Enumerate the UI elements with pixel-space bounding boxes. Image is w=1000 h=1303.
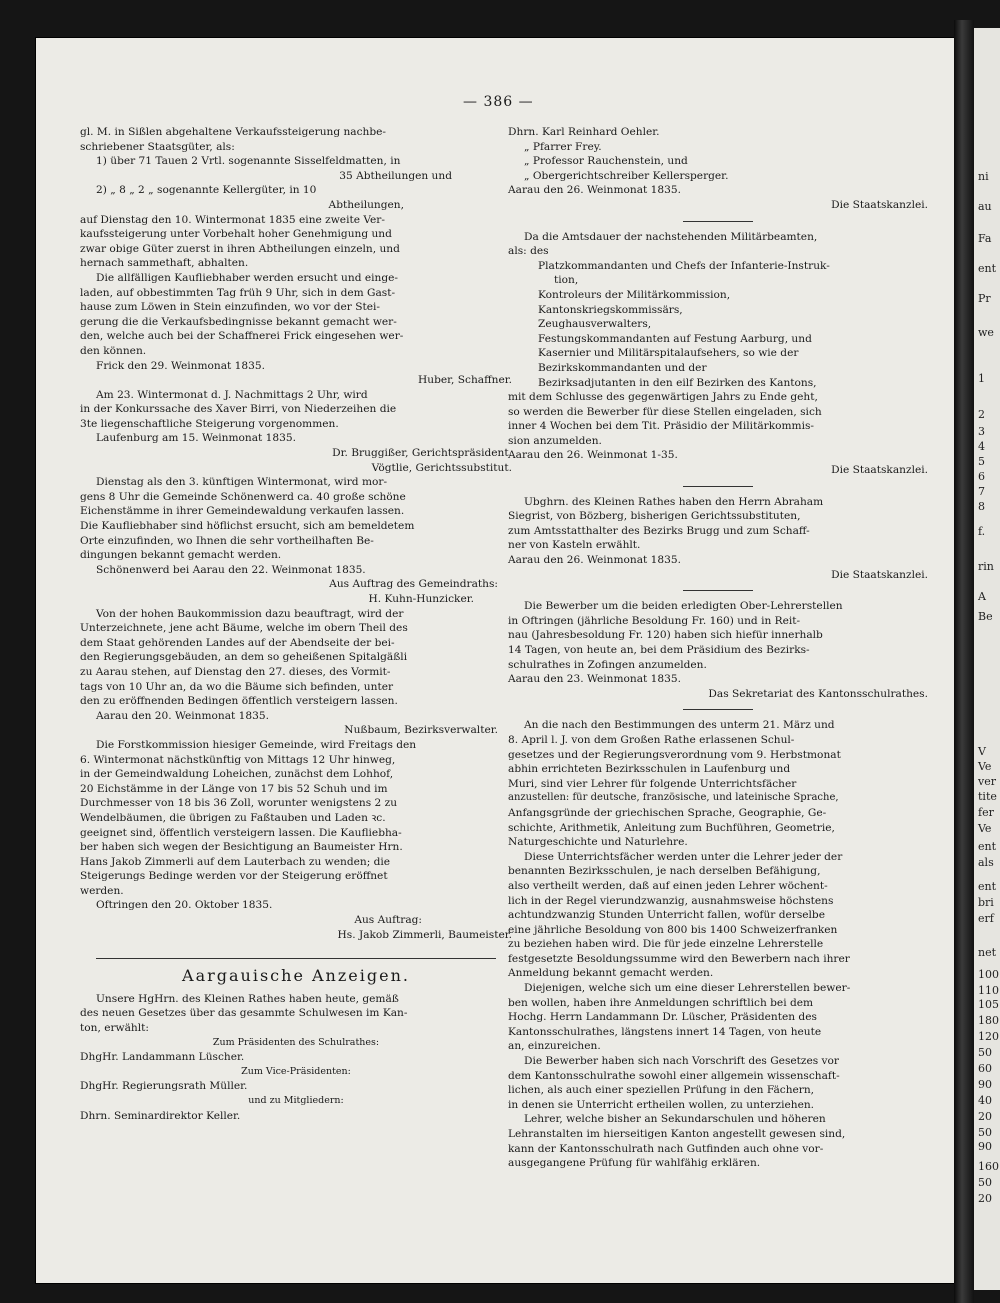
- text-line: DhgHr. Regierungsrath Müller.: [80, 1080, 248, 1093]
- text-line: ber haben sich wegen der Besichtigung an Baumeister Hrn.: [80, 841, 403, 854]
- text-line: Von der hohen Baukommission dazu beauftragt, wird der: [96, 607, 404, 620]
- text-line: schulrathes in Zofingen anzumelden.: [508, 658, 707, 671]
- notice-schulrath: [80, 992, 512, 1123]
- adjacent-page-fragment: ent: [978, 880, 997, 893]
- text-line: gesetzes und der Regierungsverordnung vom 9. Herbstmonat: [508, 748, 841, 761]
- adjacent-page-fragment: ent: [978, 262, 997, 275]
- left-column: [80, 125, 512, 1123]
- adjacent-page-fragment: rin: [978, 560, 994, 573]
- text-line: Oftringen den 20. Oktober 1835.: [96, 899, 273, 912]
- text-line: nau (Jahresbesoldung Fr. 120) haben sich hiefür innerhalb: [508, 629, 823, 642]
- adjacent-page-fragment: we: [978, 326, 994, 339]
- signature: Nußbaum, Bezirksverwalter.: [344, 724, 498, 737]
- book-spine: [954, 20, 974, 1303]
- adjacent-page-fragment: ent: [978, 840, 997, 853]
- signature: Aus Auftrag:: [354, 914, 422, 927]
- text-line: Kasernier und Militärspitalaufsehers, so wie der: [538, 347, 799, 360]
- text-line: 2) „ 8 „ 2 „ sogenannte Kellergüter, in 10: [96, 184, 317, 197]
- text-line: Unterzeichnete, jene acht Bäume, welche im obern Theil des: [80, 622, 408, 635]
- text-line: Aarau den 20. Weinmonat 1835.: [96, 709, 270, 722]
- signature: Die Staatskanzlei.: [831, 198, 928, 211]
- notice-oftringen: [80, 738, 512, 942]
- adjacent-page-fragment: 160: [978, 1160, 999, 1173]
- text-line: Diese Unterrichtsfächer werden unter die Lehrer jeder der: [524, 850, 843, 863]
- adjacent-page-fragment: tite: [978, 790, 997, 803]
- notice-militaer: [508, 230, 928, 478]
- text-line: An die nach den Bestimmungen des unterm 21. März und: [524, 719, 835, 732]
- text-line: als: des: [508, 245, 549, 258]
- text-line: Die allfälligen Kaufliebhaber werden ersucht und einge-: [96, 271, 398, 284]
- text-line: hernach sammethaft, abhalten.: [80, 257, 249, 270]
- adjacent-page-fragment: ver: [978, 775, 996, 788]
- adjacent-page-fragment: 20: [978, 1110, 992, 1123]
- adjacent-page-fragment: Ve: [978, 822, 992, 835]
- adjacent-page-fragment: 5: [978, 455, 985, 468]
- text-line: tags von 10 Uhr an, da wo die Bäume sich befinden, unter: [80, 680, 394, 693]
- text-line: Anfangsgründe der griechischen Sprache, Geographie, Ge-: [508, 806, 827, 819]
- text-line: Lehranstalten im hierseitigen Kanton angestellt gewesen sind,: [508, 1128, 846, 1140]
- signature: Vögtlie, Gerichtssubstitut.: [371, 461, 512, 474]
- adjacent-page-fragment: ni: [978, 170, 989, 183]
- adjacent-page-fragment: fer: [978, 806, 994, 819]
- text-line: Orte einzufinden, wo Ihnen die sehr vortheilhaften Be-: [80, 534, 374, 547]
- text-line: Die Bewerber haben sich nach Vorschrift des Gesetzes vor: [524, 1055, 839, 1068]
- text-line: lich in der Regel vierundzwanzig, ausnahmsweise höchstens: [508, 894, 834, 907]
- text-line: Die Kaufliebhaber sind höflichst ersucht, sich am bemeldetem: [80, 520, 415, 533]
- text-line: Hochg. Herrn Landammann Dr. Lüscher, Präsidenten des: [508, 1011, 817, 1024]
- text-line: Am 23. Wintermonat d. J. Nachmittags 2 Uhr, wird: [96, 388, 368, 401]
- text-line: zu beziehen haben wird. Die für jede einzelne Lehrerstelle: [508, 938, 824, 951]
- text-line: „ Professor Rauchenstein, und: [524, 155, 688, 168]
- divider: [683, 709, 753, 710]
- adjacent-page-fragment: 110: [978, 984, 999, 997]
- adjacent-page-fragment: net: [978, 946, 997, 959]
- signature: Die Staatskanzlei.: [831, 568, 928, 581]
- text-line: werden.: [80, 884, 124, 897]
- adjacent-page-fragment: Fa: [978, 232, 992, 245]
- text-line: kann der Kantonsschulrath nach Gutfinden auch ohne vor-: [508, 1142, 824, 1155]
- text-line: Dhrn. Karl Reinhard Oehler.: [508, 126, 660, 138]
- text-line: Anmeldung bekannt gemacht werden.: [508, 967, 714, 980]
- text-line: also vertheilt werden, daß auf einen jeden Lehrer wöchent-: [508, 879, 828, 892]
- notice-siegrist: [508, 495, 928, 583]
- adjacent-page-fragment: 6: [978, 470, 985, 483]
- text-line: kaufssteigerung unter Vorbehalt hoher Genehmigung und: [80, 228, 392, 241]
- text-line: Zum Vice-Präsidenten:: [241, 1065, 351, 1077]
- text-line: zu Aarau stehen, auf Dienstag den 27. dieses, des Vormit-: [80, 665, 391, 678]
- adjacent-page-fragment: 50: [978, 1176, 992, 1189]
- text-line: gerung die die Verkaufsbedingnisse bekannt gemacht wer-: [80, 315, 397, 328]
- text-line: Aarau den 26. Weinmonat 1-35.: [508, 449, 678, 462]
- text-line: Die Bewerber um die beiden erledigten Ober-Lehrerstellen: [524, 600, 843, 613]
- text-line: den, welche auch bei der Schaffnerei Frick eingesehen wer-: [80, 330, 404, 343]
- text-line: Zeughausverwalters,: [538, 318, 652, 331]
- text-line: Kantonskriegskommissärs,: [538, 303, 683, 316]
- notice-members: [508, 125, 928, 213]
- text-line: in denen sie Unterricht ertheilen wollen, zu unterziehen.: [508, 1098, 815, 1111]
- text-line: Aarau den 26. Weinmonat 1835.: [508, 184, 682, 197]
- text-line: Aarau den 23. Weinmonat 1835.: [508, 673, 682, 686]
- text-line: zwar obige Güter zuerst in ihren Abtheilungen einzeln, und: [80, 242, 400, 255]
- text-line: laden, auf obbestimmten Tag früh 9 Uhr, sich in dem Gast-: [80, 286, 396, 299]
- text-line: Bezirkskommandanten und der: [538, 361, 707, 374]
- section-divider: [96, 958, 496, 959]
- adjacent-page-fragment: Ve: [978, 760, 992, 773]
- text-line: Diejenigen, welche sich um eine dieser Lehrerstellen bewer-: [524, 982, 851, 995]
- text-line: Schönenwerd bei Aarau den 22. Weinmonat 1835.: [96, 563, 366, 576]
- text-line: zum Amtsstatthalter des Bezirks Brugg und zum Schaff-: [508, 524, 810, 537]
- text-line: Festungskommandanten auf Festung Aarburg, und: [538, 332, 812, 345]
- adjacent-page-fragment: 180: [978, 1014, 999, 1027]
- text-line: Bezirksadjutanten in den eilf Bezirken des Kantons,: [538, 376, 817, 389]
- text-line: in der Gemeindwaldung Loheichen, zunächst dem Lohhof,: [80, 768, 394, 781]
- adjacent-page-fragment: 4: [978, 440, 985, 453]
- signature: Aus Auftrag des Gemeindraths:: [329, 578, 498, 591]
- signature: Hs. Jakob Zimmerli, Baumeister.: [337, 928, 512, 941]
- text-line: benannten Bezirksschulen, je nach derselben Befähigung,: [508, 865, 821, 878]
- divider: [683, 221, 753, 222]
- adjacent-page-fragment: A: [978, 590, 986, 603]
- adjacent-page-fragment: 8: [978, 500, 985, 513]
- adjacent-page-fragment: V: [978, 745, 986, 758]
- text-line: Kantonsschulrathes, längstens innert 14 Tagen, von heute: [508, 1025, 822, 1038]
- text-line: Abtheilungen,: [328, 198, 404, 211]
- text-line: eine jährliche Besoldung von 800 bis 1400 Schweizerfranken: [508, 923, 838, 936]
- adjacent-page-fragment: 20: [978, 1192, 992, 1205]
- text-line: Siegrist, von Bözberg, bisherigen Gerichtssubstituten,: [508, 510, 801, 523]
- signature: H. Kuhn-Hunzicker.: [368, 593, 474, 605]
- text-line: 1) über 71 Tauen 2 Vrtl. sogenannte Sisselfeldmatten, in: [96, 155, 401, 168]
- text-line: so werden die Bewerber für diese Stellen eingeladen, sich: [508, 405, 822, 418]
- text-line: 3te liegenschaftliche Steigerung vorgenommen.: [80, 417, 339, 430]
- notice-aarau-baukommission: [80, 607, 512, 738]
- adjacent-page-fragment: 100: [978, 968, 999, 981]
- text-line: achtundzwanzig Stunden Unterricht fallen, wofür derselbe: [508, 909, 825, 922]
- text-line: Steigerungs Bedinge werden vor der Steigerung eröffnet: [80, 870, 388, 883]
- adjacent-page-fragment: f.: [978, 525, 986, 538]
- text-line: Naturgeschichte und Naturlehre.: [508, 836, 688, 849]
- adjacent-page-fragment: 7: [978, 485, 985, 498]
- notice-laufenburg: [80, 388, 512, 476]
- text-line: anzustellen: für deutsche, französische, und lateinische Sprache,: [508, 792, 839, 804]
- text-line: 35 Abtheilungen und: [339, 169, 452, 182]
- text-line: Wendelbäumen, die übrigen zu Faßtauben und Laden ꝛc.: [80, 811, 386, 824]
- text-line: Frick den 29. Weinmonat 1835.: [96, 359, 265, 372]
- notice-schoenenwerd: [80, 475, 512, 606]
- adjacent-page-fragment: 3: [978, 425, 985, 438]
- text-line: „ Obergerichtschreiber Kellersperger.: [524, 169, 729, 182]
- text-line: Kontroleurs der Militärkommission,: [538, 288, 731, 301]
- text-line: gens 8 Uhr die Gemeinde Schönenwerd ca. 40 große schöne: [80, 490, 406, 503]
- text-line: dem Staat gehörenden Landes auf der Abendseite der bei-: [80, 636, 395, 649]
- text-line: in der Konkurssache des Xaver Birri, von Niederzeihen die: [80, 403, 397, 416]
- adjacent-page-strip: [974, 28, 1000, 1290]
- text-line: schichte, Arithmetik, Anleitung zum Buchführen, Geometrie,: [508, 821, 835, 834]
- adjacent-page-fragment: 60: [978, 1062, 992, 1075]
- adjacent-page-fragment: Be: [978, 610, 993, 623]
- text-line: Aarau den 26. Weinmonat 1835.: [508, 554, 682, 567]
- text-line: tion,: [554, 274, 579, 287]
- text-line: dem Kantonsschulrathe sowohl einer allgemein wissenschaft-: [508, 1069, 840, 1082]
- text-line: Lehrer, welche bisher an Sekundarschulen und höheren: [524, 1113, 826, 1126]
- adjacent-page-fragment: erf: [978, 912, 994, 925]
- adjacent-page-fragment: 40: [978, 1094, 992, 1107]
- text-line: 14 Tagen, von heute an, bei dem Präsidium des Bezirks-: [508, 644, 810, 656]
- text-line: den Regierungsgebäuden, an dem so geheißenen Spitalgäßli: [80, 651, 408, 664]
- text-line: schriebener Staatsgüter, als:: [80, 140, 235, 153]
- adjacent-page-fragment: Pr: [978, 292, 991, 305]
- text-line: des neuen Gesetzes über das gesammte Schulwesen im Kan-: [80, 1007, 408, 1020]
- text-line: hause zum Löwen in Stein einzufinden, wo vor der Stei-: [80, 301, 380, 314]
- signature: Huber, Schaffner.: [418, 374, 512, 387]
- text-line: den zu eröffnenden Bedingen öffentlich versteigern lassen.: [80, 695, 398, 708]
- adjacent-page-fragment: als: [978, 856, 994, 869]
- adjacent-page-fragment: 1: [978, 372, 985, 385]
- text-line: und zu Mitgliedern:: [248, 1095, 344, 1106]
- text-line: 20 Eichstämme in der Länge von 17 bis 52 Schuh und im: [80, 782, 388, 795]
- text-line: Hans Jakob Zimmerli auf dem Lauterbach zu wenden; die: [80, 855, 391, 868]
- text-line: Eichenstämme in ihrer Gemeindewaldung verkaufen lassen.: [80, 505, 405, 518]
- page-number: — 386 —: [463, 94, 534, 110]
- notice-bezirksschulen: [508, 718, 928, 1170]
- text-line: sion anzumelden.: [508, 434, 602, 447]
- text-line: Da die Amtsdauer der nachstehenden Militärbeamten,: [524, 230, 818, 243]
- text-line: Laufenburg am 15. Weinmonat 1835.: [96, 432, 296, 445]
- text-line: abhin errichteten Bezirksschulen in Laufenburg und: [508, 763, 791, 776]
- adjacent-page-fragment: 2: [978, 408, 985, 421]
- adjacent-page-fragment: 50: [978, 1126, 992, 1139]
- text-line: auf Dienstag den 10. Wintermonat 1835 eine zweite Ver-: [80, 213, 385, 226]
- text-line: den können.: [80, 344, 147, 357]
- text-line: an, einzureichen.: [508, 1040, 601, 1053]
- text-line: Ubghrn. des Kleinen Rathes haben den Herrn Abraham: [524, 495, 824, 508]
- signature: Die Staatskanzlei.: [831, 464, 928, 477]
- signature: Das Sekretariat des Kantonsschulrathes.: [708, 687, 928, 700]
- adjacent-page-fragment: bri: [978, 896, 994, 909]
- adjacent-page-fragment: au: [978, 200, 992, 213]
- text-line: festgesetzte Besoldungssumme wird den Bewerbern nach ihrer: [508, 952, 850, 965]
- right-column: [508, 125, 928, 1171]
- text-line: „ Pfarrer Frey.: [524, 140, 602, 153]
- text-line: 8. April l. J. von dem Großen Rathe erlassenen Schul-: [508, 733, 795, 746]
- text-line: Dhrn. Seminardirektor Keller.: [80, 1109, 241, 1122]
- text-line: Unsere HgHrn. des Kleinen Rathes haben heute, gemäß: [96, 992, 399, 1005]
- adjacent-page-fragment: 90: [978, 1078, 992, 1091]
- text-line: gl. M. in Sißlen abgehaltene Verkaufssteigerung nachbe-: [80, 126, 387, 138]
- text-line: lichen, als auch einer speziellen Prüfung in den Fächern,: [508, 1084, 815, 1097]
- text-line: inner 4 Wochen bei dem Tit. Präsidio der Militärkommis-: [508, 420, 814, 433]
- notice-frick: [80, 125, 512, 388]
- text-line: ausgegangene Prüfung für wahlfähig erklären.: [508, 1157, 761, 1170]
- signature: Dr. Bruggißer, Gerichtspräsident.: [332, 447, 512, 460]
- text-line: in Oftringen (jährliche Besoldung Fr. 160) und in Reit-: [508, 614, 801, 627]
- adjacent-page-fragment: 120: [978, 1030, 999, 1043]
- text-line: 6. Wintermonat nächstkünftig von Mittags 12 Uhr hinweg,: [80, 753, 396, 766]
- adjacent-page-fragment: 90: [978, 1140, 992, 1153]
- text-line: Die Forstkommission hiesiger Gemeinde, wird Freitags den: [96, 738, 417, 751]
- section-heading: Aargauische Anzeigen.: [182, 966, 410, 986]
- divider: [683, 590, 753, 591]
- notice-oberlehrer: [508, 599, 928, 701]
- text-line: ton, erwählt:: [80, 1022, 149, 1035]
- text-line: Platzkommandanten und Chefs der Infanterie-Instruk-: [538, 259, 830, 272]
- text-line: dingungen bekannt gemacht werden.: [80, 549, 282, 562]
- divider: [683, 486, 753, 487]
- text-line: Dienstag als den 3. künftigen Wintermonat, wird mor-: [96, 476, 388, 489]
- text-line: geeignet sind, öffentlich versteigern lassen. Die Kaufliebha-: [80, 826, 402, 839]
- text-line: ner von Kasteln erwählt.: [508, 539, 641, 552]
- text-line: Durchmesser von 18 bis 36 Zoll, worunter wenigstens 2 zu: [80, 797, 398, 810]
- text-line: DhgHr. Landammann Lüscher.: [80, 1051, 245, 1064]
- text-line: Zum Präsidenten des Schulrathes:: [212, 1036, 380, 1048]
- text-line: mit dem Schlusse des gegenwärtigen Jahrs zu Ende geht,: [508, 391, 818, 404]
- text-line: Muri, sind vier Lehrer für folgende Unterrichtsfächer: [508, 777, 797, 790]
- adjacent-page-fragment: 50: [978, 1046, 992, 1059]
- text-line: ben wollen, haben ihre Anmeldungen schriftlich bei dem: [508, 996, 814, 1009]
- adjacent-page-fragment: 105: [978, 998, 999, 1011]
